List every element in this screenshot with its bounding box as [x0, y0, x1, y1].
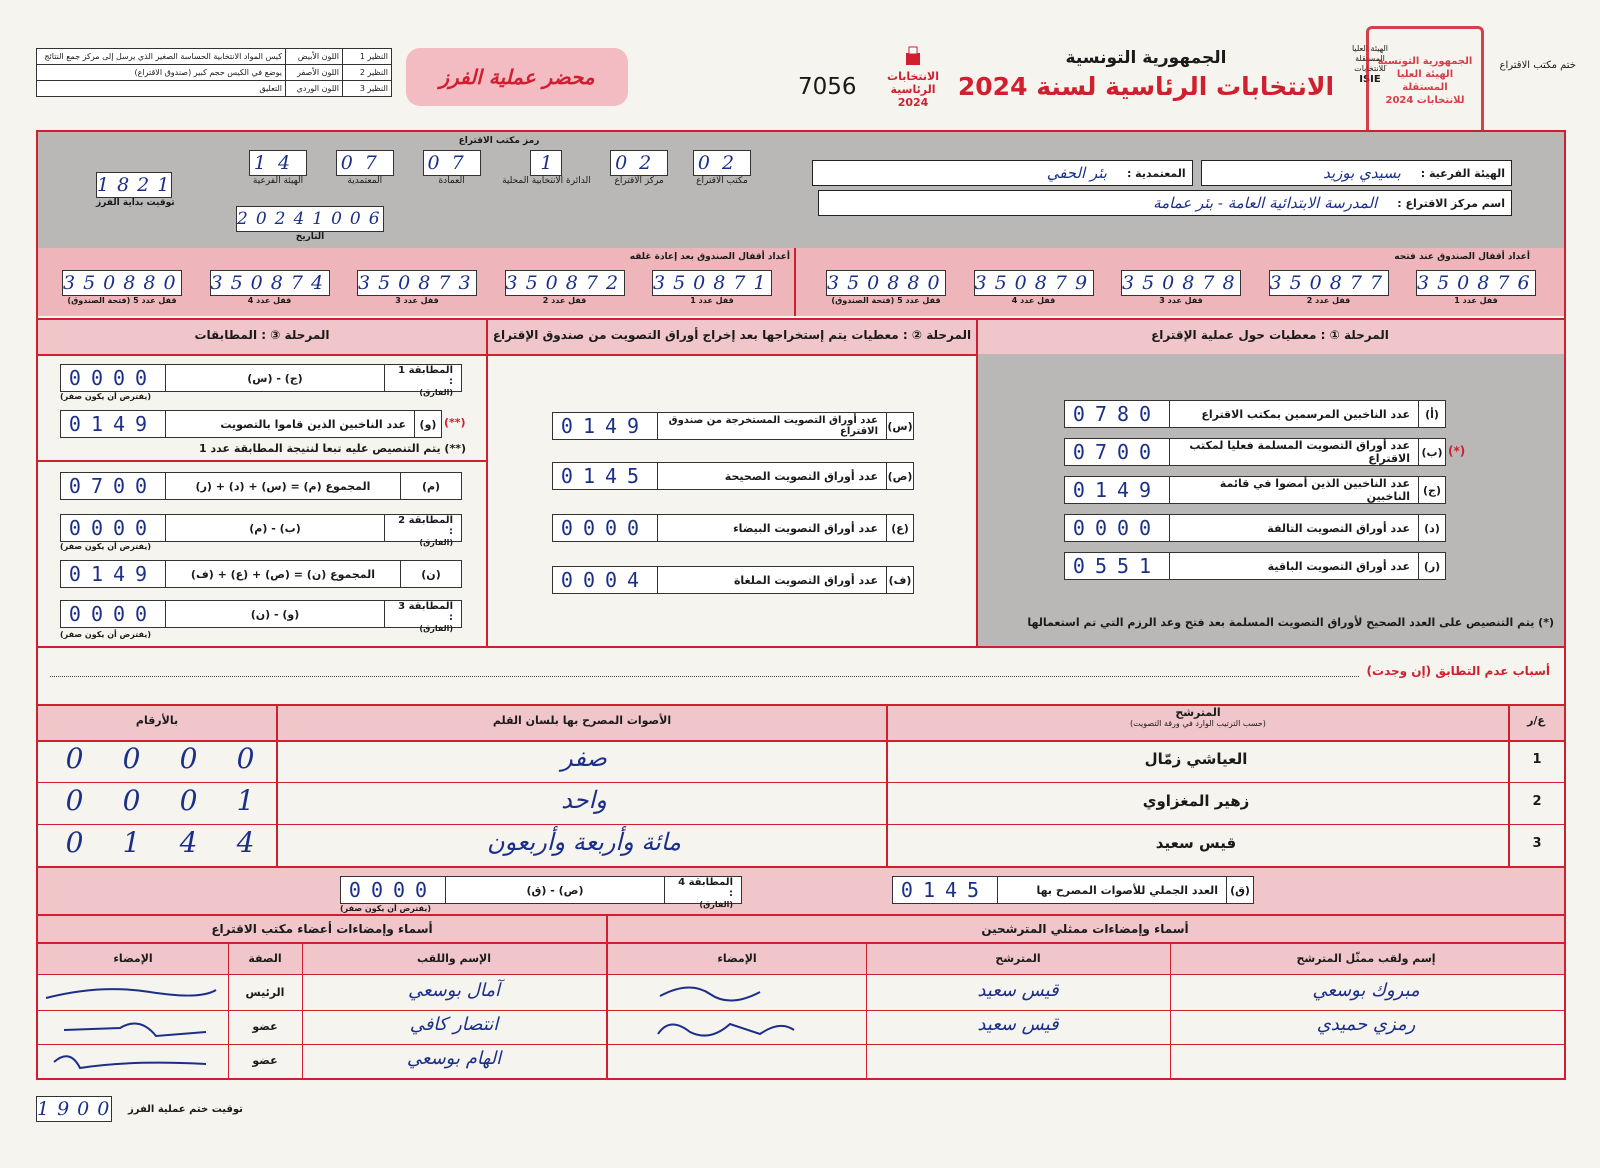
form-name-badge: [406, 48, 628, 106]
stamp-text: الجمهورية التونسية الهيئة العليا المستقلة للانتخابات 2024: [1377, 56, 1473, 106]
row-label: عدد أوراق التصويت التالفة: [1267, 521, 1410, 535]
lock-label: قفل عدد 4: [1011, 296, 1056, 305]
row-key: (ج): [1418, 477, 1445, 503]
form-name: محضر عملية الفرز: [439, 65, 595, 89]
match2-label-text: المطابقة 2 :: [398, 515, 453, 537]
code-field: [682, 150, 762, 186]
member-signature: [40, 980, 220, 1008]
result-name: العياشي زمّال: [1144, 750, 1248, 768]
results-h-candidate-text: المترشح: [1175, 706, 1221, 719]
lock-value: 350874: [210, 272, 332, 294]
match3-formula: (و) - (ن): [250, 607, 300, 621]
row-label: عدد أوراق التصويت الباقية: [1267, 559, 1410, 573]
member-signature: [50, 1048, 210, 1076]
match3-label-text: المطابقة 3 :: [398, 601, 453, 623]
result-digits: [46, 826, 274, 859]
total-label: العدد الجملي للأصوات المصرح بها: [1036, 883, 1218, 897]
date-label: التاريخ: [295, 232, 325, 242]
h-rep: إسم ولقب ممثّل المترشح: [1296, 952, 1436, 965]
code-field: [496, 150, 596, 186]
legend-desc: كيس المواد الانتخابية الحساسة الصغير الذي يرسل إلى مركز جمع النتائج: [37, 49, 286, 65]
member-role: عضو: [252, 1020, 278, 1033]
code-value: 07: [427, 152, 476, 174]
row-key: (أ): [1418, 401, 1445, 427]
subbody-label: الهيئة الفرعية :: [1420, 166, 1505, 180]
lock-label: قفل عدد 1: [690, 296, 734, 305]
voters-note: (**) يتم التنصيص عليه تبعا لنتيجة المطابقة عدد 1: [199, 442, 466, 455]
h-rep-sign: الإمضاء: [717, 952, 757, 965]
code-label: المعتمدية: [347, 176, 383, 186]
code-field: [236, 150, 320, 186]
subbody-value: بسيدي بوزيد: [1323, 164, 1401, 182]
legend-n: النظير 3: [343, 81, 392, 97]
code-fields: [236, 150, 762, 186]
stage-divider-2: [486, 318, 488, 646]
member-name: الهام بوسعي: [406, 1048, 502, 1069]
voters-mark: (**): [444, 416, 466, 429]
lock-open: [1121, 270, 1241, 305]
member-name: انتصار كافي: [409, 1014, 499, 1035]
center-value: المدرسة الابتدائية العامة - بئر عمامة: [1153, 194, 1378, 212]
result-words: مائة وأربعة وأربعون: [486, 828, 682, 856]
result-digit: 0: [236, 742, 255, 775]
locks-before: [62, 270, 772, 305]
locks-open: [826, 270, 1536, 305]
sum-n-key: (ن): [400, 561, 461, 587]
sum-n-row: [60, 560, 462, 588]
members-title: أسماء وإمضاءات أعضاء مكتب الاقتراع: [211, 922, 433, 936]
sig-row-line: [38, 1010, 1564, 1011]
result-no: 1: [1532, 752, 1542, 767]
result-digit: 0: [122, 742, 141, 775]
lock-value: 350871: [653, 272, 774, 294]
row-key: (ص): [886, 463, 913, 489]
subbody-field: [1201, 160, 1512, 186]
match4-label: [664, 877, 741, 909]
member-role: عضو: [252, 1054, 278, 1067]
code-field: [323, 150, 407, 186]
result-digit: 0: [65, 826, 84, 859]
match1-note: (يفترض أن يكون صفر): [60, 392, 151, 401]
date-value: 20241006: [237, 209, 388, 229]
row-key: (ب): [1418, 439, 1445, 465]
result-words: صفر: [561, 744, 607, 772]
title-block: [956, 48, 1336, 101]
sum-n-formula: المجموع (ن) = (ص) + (ع) + (ف): [190, 567, 376, 581]
legend-color: اللون الأبيض: [286, 49, 343, 65]
lock-value: 350876: [1417, 272, 1538, 294]
member-name: آمال بوسعي: [407, 980, 500, 1001]
lock-open: [1416, 270, 1536, 305]
office-stamp-label: ختم مكتب الاقتراع: [1499, 60, 1576, 71]
row-value: 0149: [1072, 478, 1162, 502]
row-value: 0000: [560, 516, 650, 540]
reps-title: أسماء وإمضاءات ممثلي المترشحين: [981, 922, 1189, 936]
row-value: 0004: [560, 568, 650, 592]
lock-value: 350879: [974, 272, 1096, 294]
result-digit: 0: [179, 784, 198, 817]
code-label: العمادة: [438, 176, 465, 186]
results-h-words: الأصوات المصرح بها بلسان القلم: [492, 714, 672, 727]
row-value: 0700: [1072, 440, 1162, 464]
sig-col: [1170, 944, 1171, 1078]
code-value: 07: [340, 152, 389, 174]
stage1-row: [1064, 400, 1446, 428]
result-words: واحد: [561, 786, 607, 814]
lock-open: [1269, 270, 1389, 305]
lock-label: قفل عدد 3: [1159, 296, 1203, 305]
match2-value: 0000: [68, 516, 158, 540]
legend-table: [36, 48, 392, 97]
election-logo: [884, 46, 942, 109]
sum-m-row: [60, 472, 462, 500]
lock-label: قفل عدد 3: [395, 296, 439, 305]
member-role: الرئيس: [245, 986, 285, 999]
lock-label: قفل عدد 1: [1454, 296, 1498, 305]
sum-m-key: (م): [400, 473, 461, 499]
code-label: مكتب الاقتراع: [696, 176, 748, 186]
match2-note: (يفترض أن يكون صفر): [60, 542, 151, 551]
row-key: (ر): [1418, 553, 1445, 579]
delegation-label: المعتمدية :: [1126, 166, 1186, 180]
match3-row: [60, 600, 462, 633]
lock-before: [652, 270, 772, 305]
match2-sub: (الفارق): [419, 538, 453, 547]
results-h-candidate-sub: (حسب الترتيب الوارد في ورقة التصويت): [1130, 719, 1266, 728]
member-signature: [60, 1014, 210, 1042]
sig-col: [302, 944, 303, 1078]
stage1-row: [1064, 438, 1446, 466]
row-label: عدد أوراق التصويت الملغاة: [733, 573, 878, 587]
result-no: 2: [1532, 794, 1542, 809]
h-cand: المترشح: [995, 952, 1041, 965]
rep-candidate: قيس سعيد: [977, 980, 1059, 1001]
isie-short: ISIE: [1359, 74, 1381, 85]
total-value: 0145: [900, 878, 990, 902]
rep-name: رمزي حميدي: [1316, 1014, 1416, 1035]
lock-before: [62, 270, 182, 305]
start-time-label: توقيت بداية الفرز: [96, 198, 175, 208]
row-label: عدد الناخبين المرسمين بمكتب الاقتراع: [1201, 407, 1410, 421]
row-value: 0551: [1072, 554, 1162, 578]
lock-label: قفل عدد 4: [247, 296, 292, 305]
legend-desc: يوضع في الكيس حجم كبير (صندوق الاقتراع): [37, 65, 286, 81]
lock-value: 350877: [1269, 272, 1391, 294]
voters-key: (و): [414, 411, 441, 437]
row-label: عدد أوراق التصويت المستخرجة من صندوق الاقتراع: [668, 415, 878, 437]
result-digit: 4: [236, 826, 255, 859]
voters-value: 0149: [68, 412, 158, 436]
lock-before: [210, 270, 330, 305]
total-row: [892, 876, 1254, 904]
code-field: [599, 150, 679, 186]
results-h-digits: بالأرقام: [135, 714, 179, 727]
results-h-no: ع/ر: [1527, 714, 1545, 727]
stage1-note: (*) يتم التنصيص على العدد الصحيح لأوراق التصويت المسلمة بعد فتح وعد الرزم التي تم استعمالها: [1027, 616, 1554, 629]
delegation-value: بئر الحفي: [1046, 164, 1107, 182]
end-time-value: 1900: [37, 1098, 118, 1120]
match3-value: 0000: [68, 602, 158, 626]
lock-value: 350880: [827, 272, 948, 294]
lock-before: [505, 270, 625, 305]
h-role: الصفة: [248, 952, 282, 965]
results-row: [38, 824, 1564, 866]
stage1-title: المرحلة ① : معطيات حول عملية الإقتراع: [1151, 328, 1389, 342]
result-digit: 1: [122, 826, 141, 859]
result-digit: 4: [179, 826, 198, 859]
row-value: 0780: [1072, 402, 1162, 426]
stage2-row: [552, 566, 914, 594]
match1-label-text: المطابقة 1 :: [398, 365, 453, 387]
results-h-candidate: [890, 706, 1506, 728]
republic-title: الجمهورية التونسية: [1065, 48, 1227, 68]
sig-col: [866, 944, 867, 1078]
code-value: 02: [697, 152, 747, 174]
end-time-label: توقيت ختم عملية الفرز: [128, 1103, 243, 1115]
row-label: عدد أوراق التصويت البيضاء: [733, 521, 878, 535]
stage2-row: [552, 412, 914, 440]
stage2-row: [552, 462, 914, 490]
code-field: [410, 150, 494, 186]
stage1-row: [1064, 476, 1446, 504]
isie-name: الهيئة العليا المستقلة للانتخابات: [1351, 44, 1389, 73]
location-fields: [812, 160, 1512, 216]
logo-text: الانتخابات الرئاسية 2024: [887, 70, 939, 109]
result-digit: 0: [65, 784, 84, 817]
lock-value: 350872: [505, 272, 627, 294]
mismatch-row: [50, 664, 1550, 678]
code-value: 1: [540, 152, 553, 174]
code-title: رمز مكتب الاقتراع: [458, 136, 540, 146]
lock-open: [974, 270, 1094, 305]
h-member-sign: الإمضاء: [113, 952, 153, 965]
rep-name: مبروك بوسعي: [1312, 980, 1420, 1001]
match2-formula: (ب) - (م): [249, 521, 301, 535]
total-key: (ق): [1226, 877, 1253, 903]
code-value: 02: [615, 152, 664, 174]
official-stamp: [1366, 26, 1484, 136]
stage2-title: المرحلة ② : معطيات يتم إستخراجها بعد إخراج أوراق التصويت من صندوق الإقتراع: [492, 328, 972, 342]
lock-value: 350880: [63, 272, 184, 294]
start-time-box: [96, 172, 178, 208]
stage1-row: [1064, 514, 1446, 542]
sum-m-value: 0700: [68, 474, 158, 498]
ballot-box-icon: [904, 46, 922, 66]
start-time-value: 1821: [97, 174, 178, 196]
match1-sub: (الفارق): [419, 388, 453, 397]
mismatch-line: [50, 666, 1359, 677]
code-label: الهيئة الفرعية: [252, 176, 304, 186]
center-field: [818, 190, 1512, 216]
locks-divider: [794, 248, 796, 316]
mismatch-divider: [38, 646, 1564, 648]
sum-n-value: 0149: [68, 562, 158, 586]
results-row: [38, 782, 1564, 824]
match4-note: (يفترض أن يكون صفر): [340, 904, 431, 913]
lock-label: قفل عدد 2: [1306, 296, 1351, 305]
sig-divider: [606, 916, 608, 1078]
match2-label: [384, 515, 461, 547]
delegation-field: [812, 160, 1193, 186]
lock-open: [826, 270, 946, 305]
match3-note: (يفترض أن يكون صفر): [60, 630, 151, 639]
row-label: عدد الناخبين الذين أمضوا في قائمة الناخبين: [1219, 477, 1410, 503]
match1-value: 0000: [68, 366, 158, 390]
legend-color: اللون الوردي: [286, 81, 343, 97]
lock-label: قفل عدد 5 (فتحة الصندوق): [67, 296, 177, 305]
results-row: [38, 740, 1564, 782]
stage2-row: [552, 514, 914, 542]
stage1-row: [1064, 552, 1446, 580]
center-label: اسم مركز الاقتراع :: [1397, 196, 1505, 210]
row-key: (س): [886, 413, 913, 439]
stage3-title: المرحلة ③ : المطابقات: [194, 328, 330, 342]
stage1-mark: (*): [1448, 444, 1466, 458]
code-label: الدائرة الانتخابية المحلية: [502, 176, 591, 186]
result-digits: [46, 742, 274, 775]
lock-label: قفل عدد 5 (فتحة الصندوق): [831, 296, 941, 305]
stage3-divider: [38, 460, 486, 462]
code-group: [236, 136, 762, 246]
legend-n: النظير 2: [343, 65, 392, 81]
end-time-box: [36, 1096, 243, 1122]
code-value: 14: [253, 152, 303, 174]
result-no: 3: [1532, 836, 1542, 851]
row-value: 0000: [1072, 516, 1162, 540]
date-box: [236, 206, 388, 242]
election-title: الانتخابات الرئاسية لسنة 2024: [957, 72, 1335, 101]
match1-formula: (ج) - (س): [247, 371, 303, 385]
locks-before-title: أعداد أقفال الصندوق بعد إعادة غلقه: [629, 252, 790, 262]
result-digit: 0: [122, 784, 141, 817]
lock-value: 350873: [358, 272, 479, 294]
rep-signature: [650, 980, 770, 1008]
match3-sub: (الفارق): [419, 624, 453, 633]
result-digit: 0: [179, 742, 198, 775]
code-label: مركز الاقتراع: [614, 176, 664, 186]
row-label: عدد أوراق التصويت الصحيحة: [724, 469, 878, 483]
sig-col: [228, 944, 229, 1078]
h-name: الإسم واللقب: [416, 952, 492, 965]
form-number: 7056: [798, 74, 857, 100]
lock-before: [357, 270, 477, 305]
totals-band: [38, 868, 1564, 916]
row-key: (ف): [886, 567, 913, 593]
rep-candidate: قيس سعيد: [977, 1014, 1059, 1035]
row-key: (د): [1418, 515, 1445, 541]
match4-sub: (الفارق): [699, 900, 733, 909]
result-name: زهير المغزاوي: [1142, 792, 1250, 810]
result-digit: 1: [236, 784, 255, 817]
row-label: عدد أوراق التصويت المسلمة فعليا لمكتب الاقتراع: [1189, 439, 1410, 465]
legend-color: اللون الأصفر: [286, 65, 343, 81]
legend-n: النظير 1: [343, 49, 392, 65]
lock-label: قفل عدد 2: [542, 296, 587, 305]
row-value: 0149: [560, 414, 650, 438]
match4-value: 0000: [348, 878, 438, 902]
match1-label: [384, 365, 461, 397]
legend-desc: التعليق: [37, 81, 286, 97]
locks-open-title: أعداد أقفال الصندوق عند فتحه: [1394, 252, 1530, 262]
result-digits: [46, 784, 274, 817]
voters-label: عدد الناخبين الذين قاموا بالتصويت: [220, 417, 406, 431]
lock-value: 350878: [1122, 272, 1243, 294]
rep-signature: [650, 1014, 800, 1044]
mismatch-label: أسباب عدم التطابق (إن وجدت): [1366, 664, 1550, 678]
voters-row: [60, 410, 442, 438]
match4-formula: (ص) - (ق): [526, 883, 584, 897]
result-digit: 0: [65, 742, 84, 775]
row-key: (ع): [886, 515, 913, 541]
sig-row-line: [38, 1044, 1564, 1045]
row-value: 0145: [560, 464, 650, 488]
result-name: قيس سعيد: [1155, 834, 1237, 852]
match3-label: [384, 601, 461, 633]
sum-m-formula: المجموع (م) = (س) + (د) + (ر): [195, 479, 371, 493]
match4-label-text: المطابقة 4 :: [678, 877, 733, 899]
